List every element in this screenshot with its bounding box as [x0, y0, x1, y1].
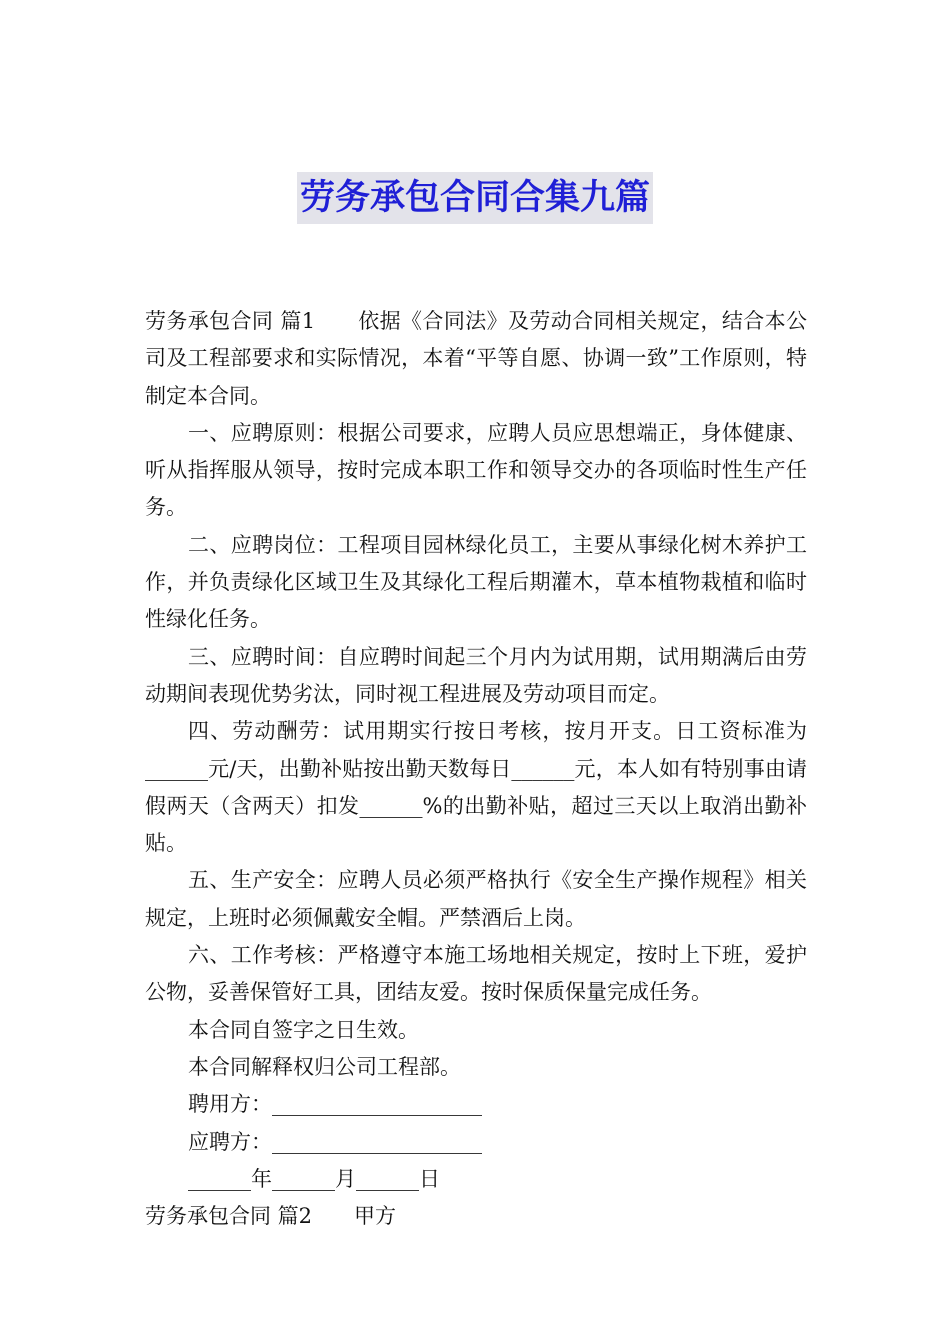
signature-employee: 应聘方：____________________	[188, 1129, 482, 1154]
paragraph-8: 本合同自签字之日生效。	[188, 1017, 419, 1042]
document-body	[145, 303, 807, 1235]
paragraph-2: 一、应聘原则：根据公司要求，应聘人员应思想端正，身体健康、听从指挥服从领导，按时完成本职工作和领导交办的各项临时性生产任务。	[145, 420, 807, 520]
document-title: 劳务承包合同合集九篇	[297, 172, 653, 224]
paragraph-6: 五、生产安全：应聘人员必须严格执行《安全生产操作规程》相关规定，上班时必须佩戴安全帽。严禁酒后上岗。	[145, 868, 807, 930]
paragraph-4: 三、应聘时间：自应聘时间起三个月内为试用期，试用期满后由劳动期间表现优势劣汰，同时视工程进展及劳动项目而定。	[145, 644, 807, 706]
paragraph-3: 二、应聘岗位：工程项目园林绿化员工，主要从事绿化树木养护工作，并负责绿化区域卫生及其绿化工程后期灌木，草本植物栽植和临时性绿化任务。	[145, 532, 807, 632]
paragraph-5: 四、劳动酬劳：试用期实行按日考核，按月开支。日工资标准为______元/天，出勤补贴按出勤天数每日______元，本人如有特别事由请假两天（含两天）扣发______%的出勤补贴，超过三天以上取消出勤补贴。	[145, 719, 807, 856]
paragraph-9: 本合同解释权归公司工程部。	[188, 1054, 461, 1079]
title-container	[0, 172, 950, 224]
signature-employer: 聘用方：____________________	[188, 1092, 482, 1117]
paragraph-7: 六、工作考核：严格遵守本施工场地相关规定，按时上下班，爱护公物，妥善保管好工具，团结友爱。按时保质保量完成任务。	[145, 943, 807, 1005]
signature-date: ______年______月______日	[188, 1166, 440, 1191]
paragraph-13: 劳务承包合同 篇2 甲方	[145, 1204, 397, 1229]
paragraph-1: 劳务承包合同 篇1 依据《合同法》及劳动合同相关规定，结合本公司及工程部要求和实际情况，本着“平等自愿、协调一致”工作原则，特制定本合同。	[145, 309, 807, 408]
